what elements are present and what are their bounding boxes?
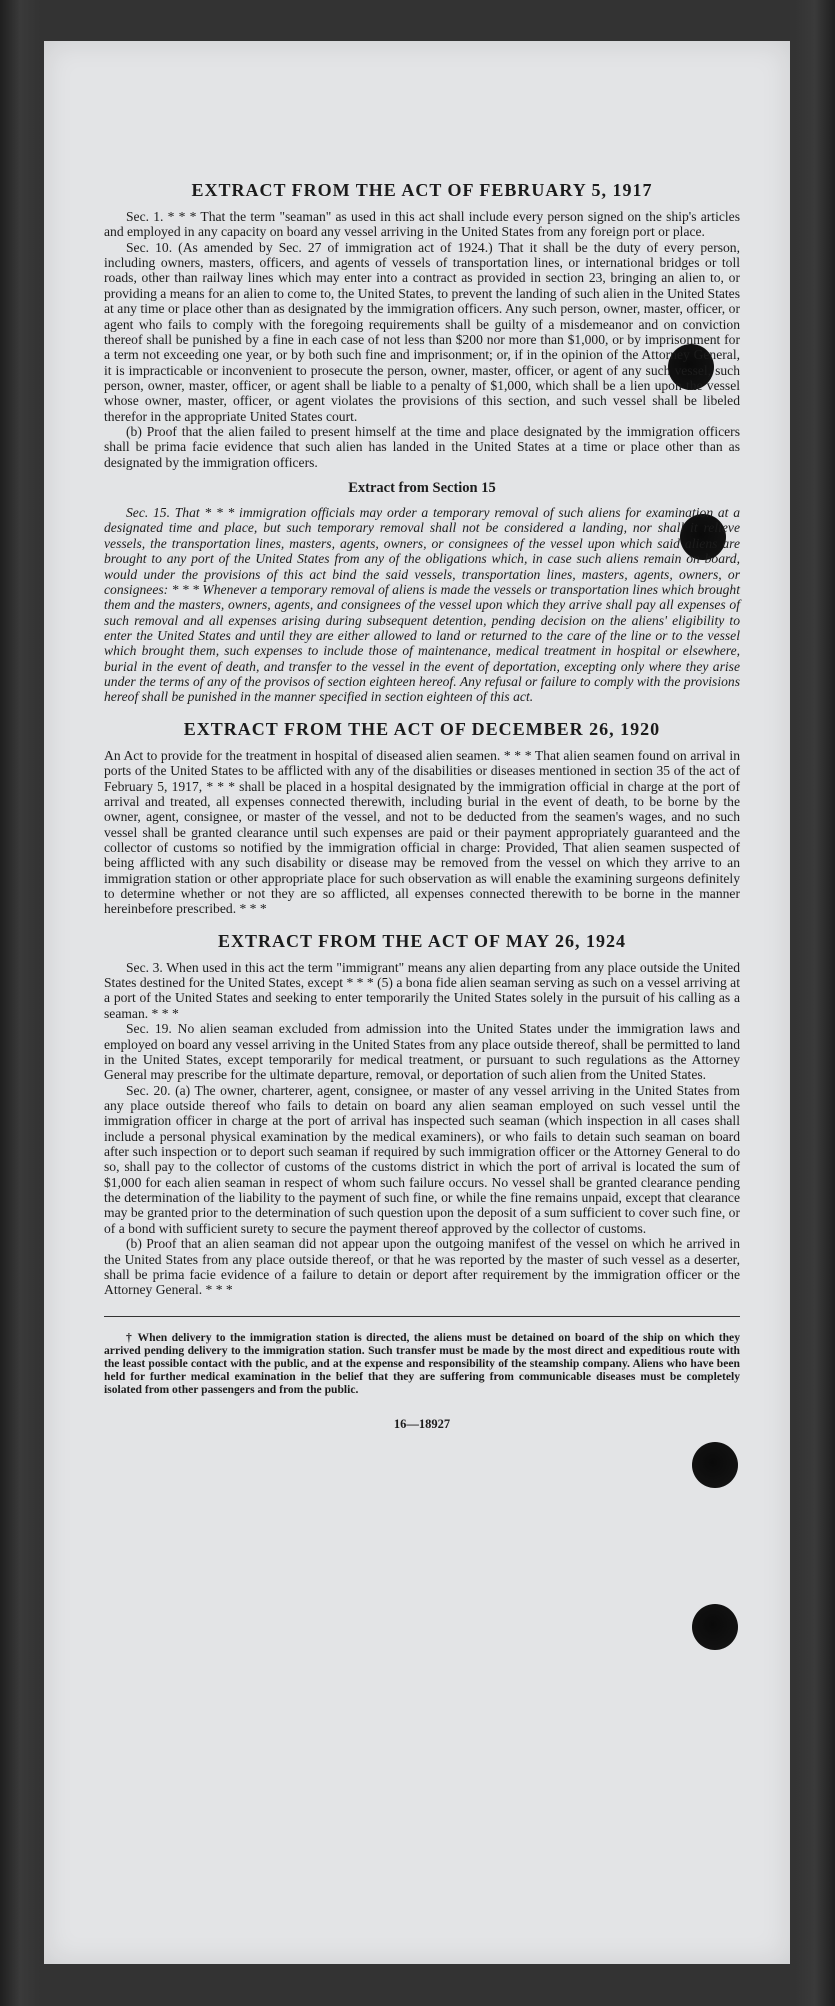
- paragraph-sec-1: Sec. 1. * * * That the term "seaman" as used in this act shall include every person signed on the ship's articles and employed in any capacity on board any vessel arriving in the United States from any foreign port or place.: [104, 209, 740, 240]
- heading-act-1920: EXTRACT FROM THE ACT OF DECEMBER 26, 1920: [183, 718, 661, 739]
- paragraph-sec-20a: Sec. 20. (a) The owner, charterer, agent, consignee, or master of any vessel arriving in the United States from any place outside thereof who fails to detain on board any alien seaman employed on such vessel until the immigration officer in charge at the port of arrival has inspected such seaman (which inspection in all cases shall include a personal physical examination by the medical examiners), or who fails to detain such seaman on board after such inspection or to deport such seaman if required by such immigration officer or the Attorney General to do so, shall pay to the collector of customs of the customs district in which the port of arrival is located the sum of $1,000 for each alien seaman in respect of whom such failure occurs. No vessel shall be granted clearance pending the determination of the liability to the payment of such fine, or while the fine remains unpaid, except that clearance may be granted prior to the determination of such question upon the deposit of a sum sufficient to cover such fine, or of a bond with sufficient surety to secure the payment thereof approved by the collector of customs.: [104, 1082, 740, 1236]
- paragraph-sec-10b: (b) Proof that the alien failed to present himself at the time and place designated by the immigration officers shall be prima facie evidence that such alien has landed in the United States at a time or place other than as designated by the immigration officers.: [104, 424, 740, 470]
- divider: [104, 1316, 740, 1317]
- heading-act-1917: EXTRACT FROM THE ACT OF FEBRUARY 5, 1917: [191, 180, 653, 200]
- document-number: 16—18927: [393, 1416, 451, 1431]
- punch-hole: [692, 1604, 738, 1650]
- paragraph-act-1920: An Act to provide for the treatment in hospital of diseased alien seamen. * * * That alien seamen found on arrival in ports of the United States to be afflicted with any of the disabilities or diseases mentioned in section 35 of the act of February 5, 1917, * * * shall be placed in a hospital designated by the immigration official in charge at the port of arrival and treated, all expenses connected therewith, including burial in the event of death, to be borne by the owner, agent, consignee, or master of the vessel, and not to be deducted from the seamen's wages, and no such vessel shall be granted clearance until such expenses are paid or their payment appropriately guaranteed and the collector of customs so notified by the immigration official in charge: Provided, That alien seamen suspected of being afflicted with any such disability or disease may be removed from the vessel on which they arrive to an immigration station or other appropriate place for such observation as will enable the examining surgeons definitely to determine whether or not they are so afflicted, all expenses connected therewith to be borne in the manner hereinbefore prescribed. * * *: [104, 747, 740, 917]
- paragraph-sec-10: Sec. 10. (As amended by Sec. 27 of immigration act of 1924.) That it shall be the duty of every person, including owners, masters, officers, and agents of vessels of transportation lines, or international bridges or toll roads, other than railway lines which may enter into a contract as provided in section 23, bringing an alien to, or providing a means for an alien to come to, the United States, to prevent the landing of such alien in the United States at any time or place other than as designated by the immigration officers. Any such person, owner, master, officer, or agent who fails to comply with the foregoing requirements shall be guilty of a misdemeanor and on conviction thereof shall be punished by a fine in each case of not less than $200 nor more than $1,000, or by imprisonment for a term not exceeding one year, or by both such fine and imprisonment; or, if in the opinion of the Attorney General, it is impracticable or inconvenient to prosecute the person, owner, master, officer, or agent of any such vessel, such person, owner, master, officer, or agent shall be liable to a penalty of $1,000, which shall be a lien upon the vessel whose owner, master, officer, or agent violates the provisions of this section, and such vessel shall be libeled therefor in the appropriate United States court.: [104, 239, 740, 424]
- footnote: † When delivery to the immigration station is directed, the aliens must be detained on board of the ship on which they arrived pending delivery to the immigration station. Such transfer must be made by the most direct and expeditious route with the least possible contact with the public, and at the expense and responsibility of the steamship company. Aliens who have been held for further medical examination in the belief that they are suffering from communicable diseases must be completely isolated from other passengers and from the public.: [104, 1330, 740, 1397]
- paragraph-sec-15: Sec. 15. That * * * immigration officials may order a temporary removal of such aliens for examination at a designated time and place, but such temporary removal shall not be considered a landing, nor shall it relieve vessels, the transportation lines, masters, agents, owners, or consignees of the vessel upon which said aliens are brought to any port of the United States from any of the obligations which, in case such aliens remain on board, would under the provisions of this act bind the said vessels, transportation lines, masters, agents, owners, or consignees: * * * Whenever a temporary removal of aliens is made the vessels or transportation lines which brought them and the masters, owners, agents, and consignees of the vessel upon which they arrive shall pay all expenses of such removal and all expenses arising during subsequent detention, pending decision on the aliens' eligibility to enter the United States and until they are either allowed to land or returned to the care of the line or to the vessel which brought them, such expenses to include those of maintenance, medical treatment in hospital or elsewhere, burial in the event of death, and transfer to the vessel in the event of deportation, excepting only where they arise under the terms of any of the provisos of section eighteen hereof. Any refusal or failure to comply with the provisions hereof shall be punished in the manner specified in section eighteen of this act.: [104, 505, 740, 705]
- document-body: [104, 180, 740, 1432]
- heading-act-1924: EXTRACT FROM THE ACT OF MAY 26, 1924: [217, 930, 627, 951]
- paragraph-sec-19: Sec. 19. No alien seaman excluded from admission into the United States under the immigration laws and employed on board any vessel arriving in the United States from any place outside thereof, shall be permitted to land in the United States, except temporarily for medical treatment, or pursuant to such regulations as the Attorney General may prescribe for the ultimate departure, removal, or deportation of such alien from the United States.: [104, 1021, 740, 1083]
- paragraph-sec-20b: (b) Proof that an alien seaman did not appear upon the outgoing manifest of the vessel on which he arrived in the United States from any place outside thereof, or that he was reported by the master of such vessel as a deserter, shall be prima facie evidence of a failure to detain or deport after requirement by the immigration officer or the Attorney General. * * *: [104, 1236, 740, 1298]
- paragraph-sec-3: Sec. 3. When used in this act the term "immigrant" means any alien departing from any place outside the United States destined for the United States, except * * * (5) a bona fide alien seaman serving as such on a vessel arriving at a port of the United States and seeking to enter temporarily the United States solely in the pursuit of his calling as a seaman. * * *: [104, 959, 740, 1021]
- punch-hole: [692, 1442, 738, 1488]
- heading-section-15: Extract from Section 15: [348, 480, 496, 497]
